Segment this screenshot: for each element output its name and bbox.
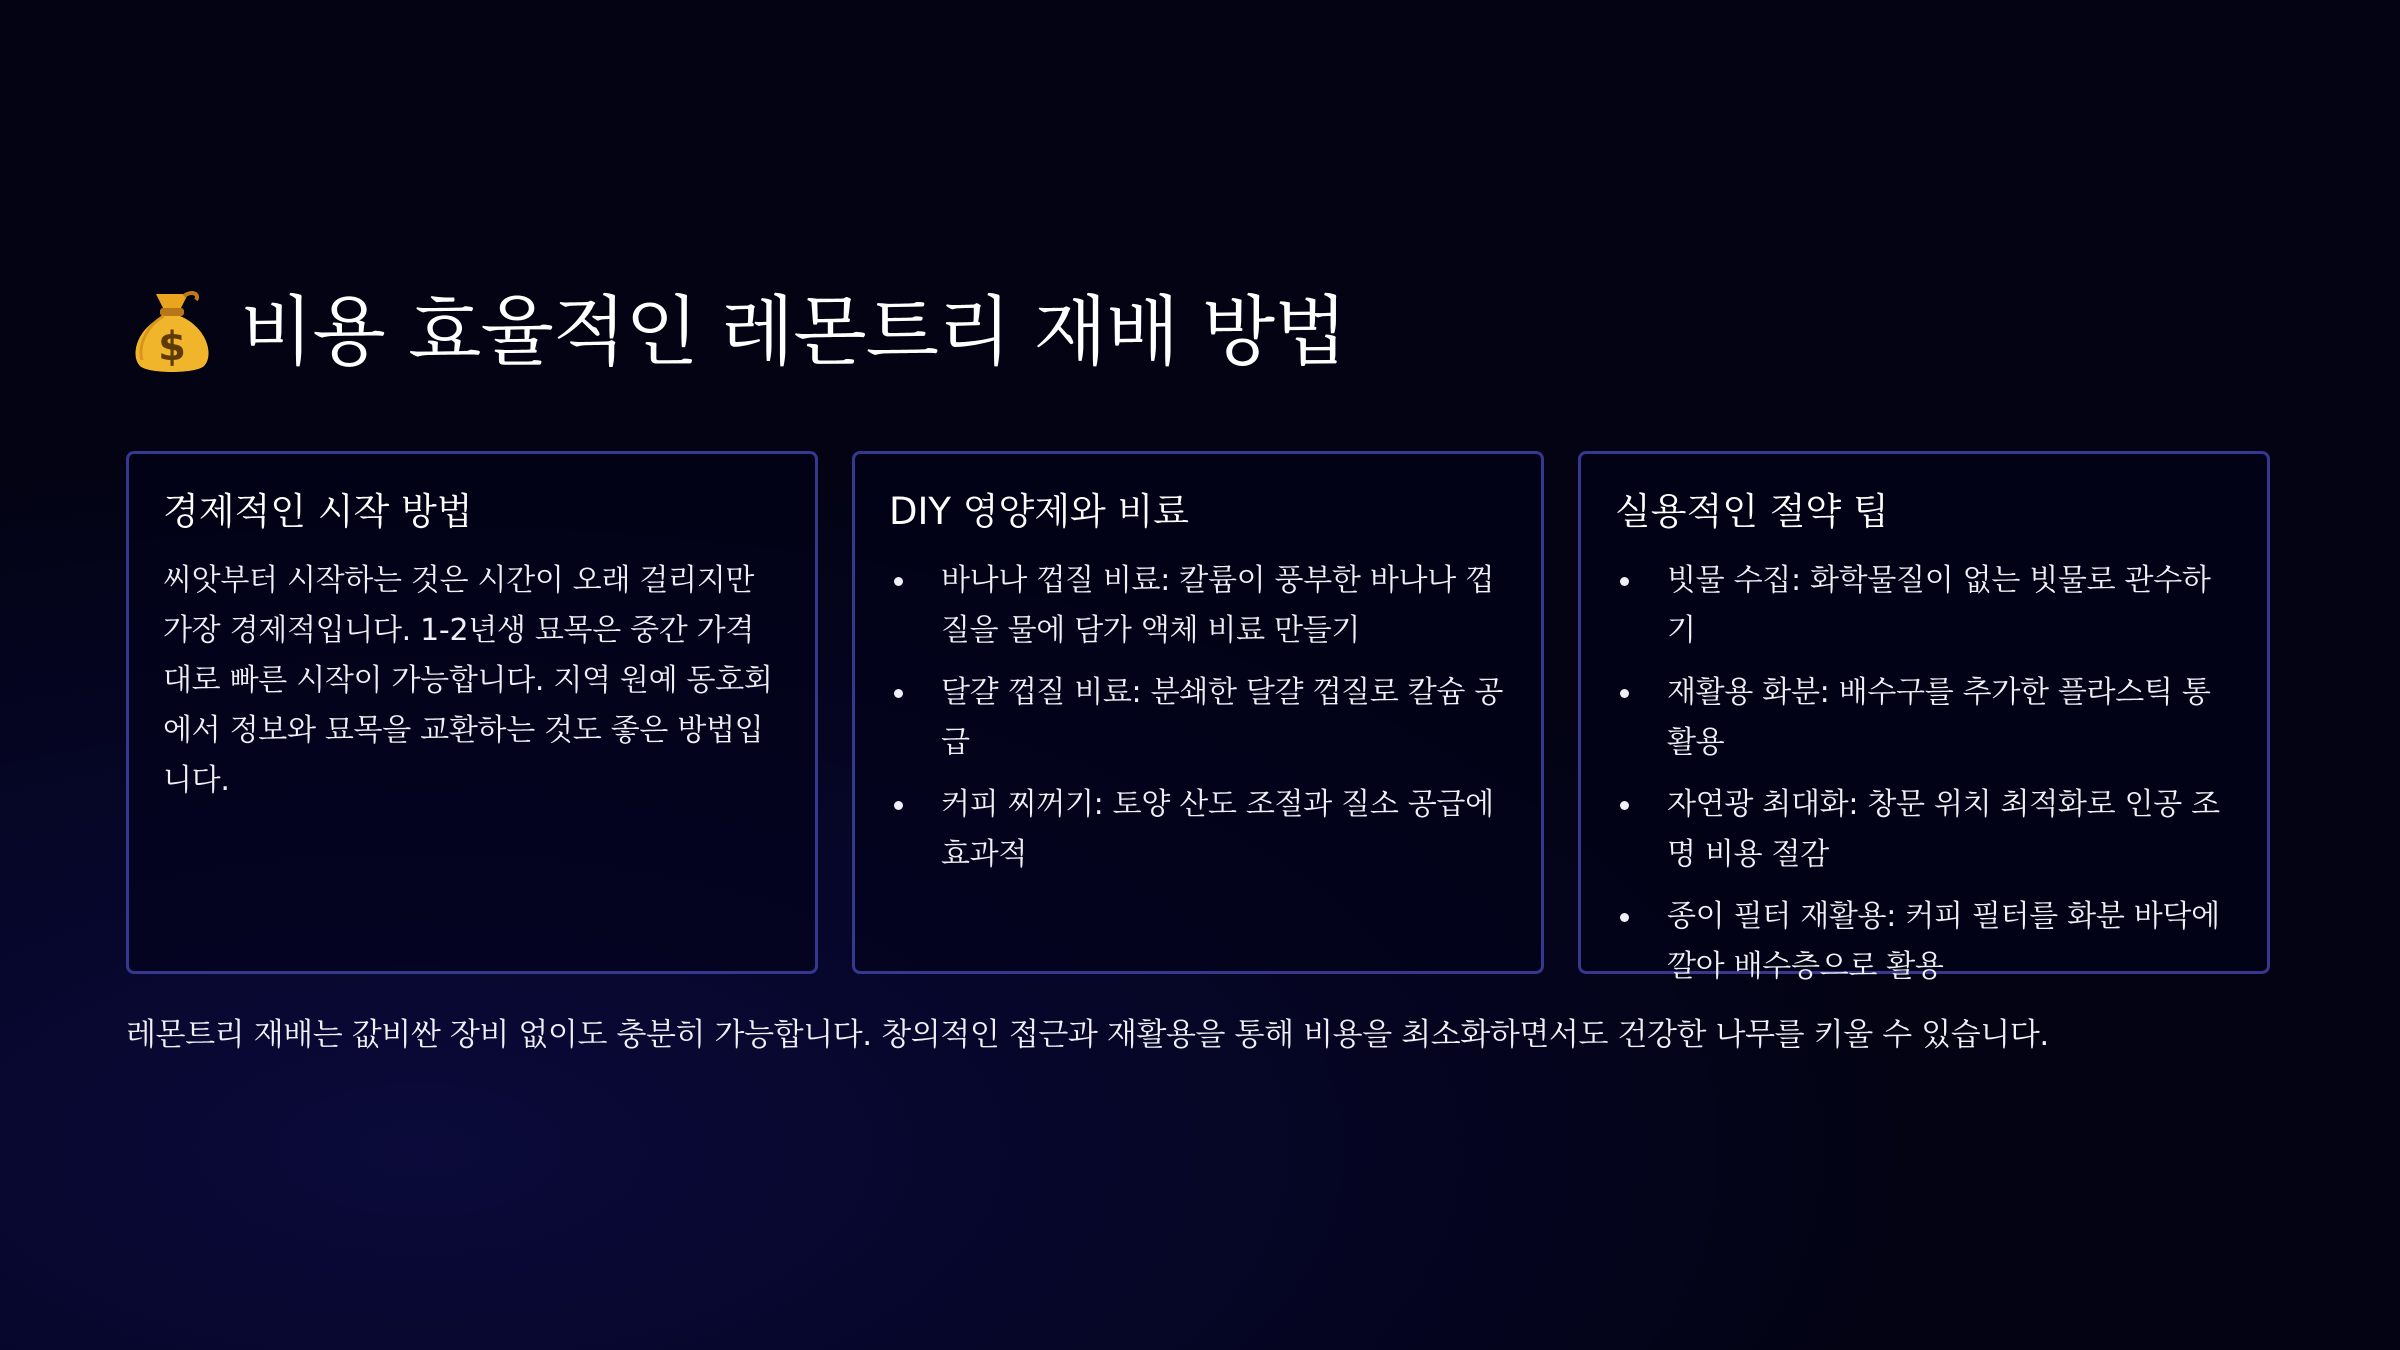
slide-header	[126, 282, 1346, 382]
cards-row	[126, 451, 2274, 984]
bullet-icon	[894, 689, 903, 698]
card-title: 경제적인 시작 방법	[163, 490, 473, 533]
card-diy-fertilizer	[852, 451, 1544, 974]
list-item	[889, 556, 1507, 656]
tip-list	[889, 556, 1507, 880]
card-saving-tips	[1578, 451, 2270, 984]
bullet-icon	[1620, 577, 1629, 586]
list-item	[1615, 780, 2233, 880]
list-item-text: 커피 찌꺼기: 토양 산도 조절과 질소 공급에 효과적	[941, 787, 1494, 872]
page-title: 비용 효율적인 레몬트리 재배 방법	[240, 287, 1347, 376]
list-item	[1615, 892, 2233, 992]
svg-text:$: $	[158, 324, 186, 370]
card-title: 실용적인 절약 팁	[1615, 490, 1889, 533]
bullet-icon	[894, 577, 903, 586]
list-item-text: 바나나 껍질 비료: 칼륨이 풍부한 바나나 껍질을 물에 담가 액체 비료 만들기	[941, 563, 1494, 648]
list-item-text: 빗물 수집: 화학물질이 없는 빗물로 관수하기	[1667, 563, 2211, 648]
tip-list	[1615, 556, 2233, 992]
list-item-text: 종이 필터 재활용: 커피 필터를 화분 바닥에 깔아 배수층으로 활용	[1667, 899, 2220, 984]
bullet-icon	[894, 801, 903, 810]
money-bag-icon	[126, 286, 218, 378]
list-item	[889, 780, 1507, 880]
card-body-text: 씨앗부터 시작하는 것은 시간이 오래 걸리지만 가장 경제적입니다. 1-2년생 묘목은 중간 가격대로 빠른 시작이 가능합니다. 지역 원예 동호회에서 정보와 묘목을 교환하는 것도 좋은 방법입니다.	[163, 563, 773, 798]
footer-summary: 레몬트리 재배는 값비싼 장비 없이도 충분히 가능합니다. 창의적인 접근과 재활용을 통해 비용을 최소화하면서도 건강한 나무를 키울 수 있습니다.	[126, 1017, 2049, 1053]
bullet-icon	[1620, 913, 1629, 922]
bullet-icon	[1620, 689, 1629, 698]
list-item-text: 재활용 화분: 배수구를 추가한 플라스틱 통 활용	[1667, 675, 2211, 760]
list-item-text: 달걀 껍질 비료: 분쇄한 달걀 껍질로 칼슘 공급	[941, 675, 1504, 760]
list-item-text: 자연광 최대화: 창문 위치 최적화로 인공 조명 비용 절감	[1667, 787, 2220, 872]
list-item	[1615, 668, 2233, 768]
list-item	[889, 668, 1507, 768]
list-item	[1615, 556, 2233, 656]
card-title: DIY 영양제와 비료	[889, 490, 1189, 533]
card-economic-start	[126, 451, 818, 974]
bullet-icon	[1620, 801, 1629, 810]
